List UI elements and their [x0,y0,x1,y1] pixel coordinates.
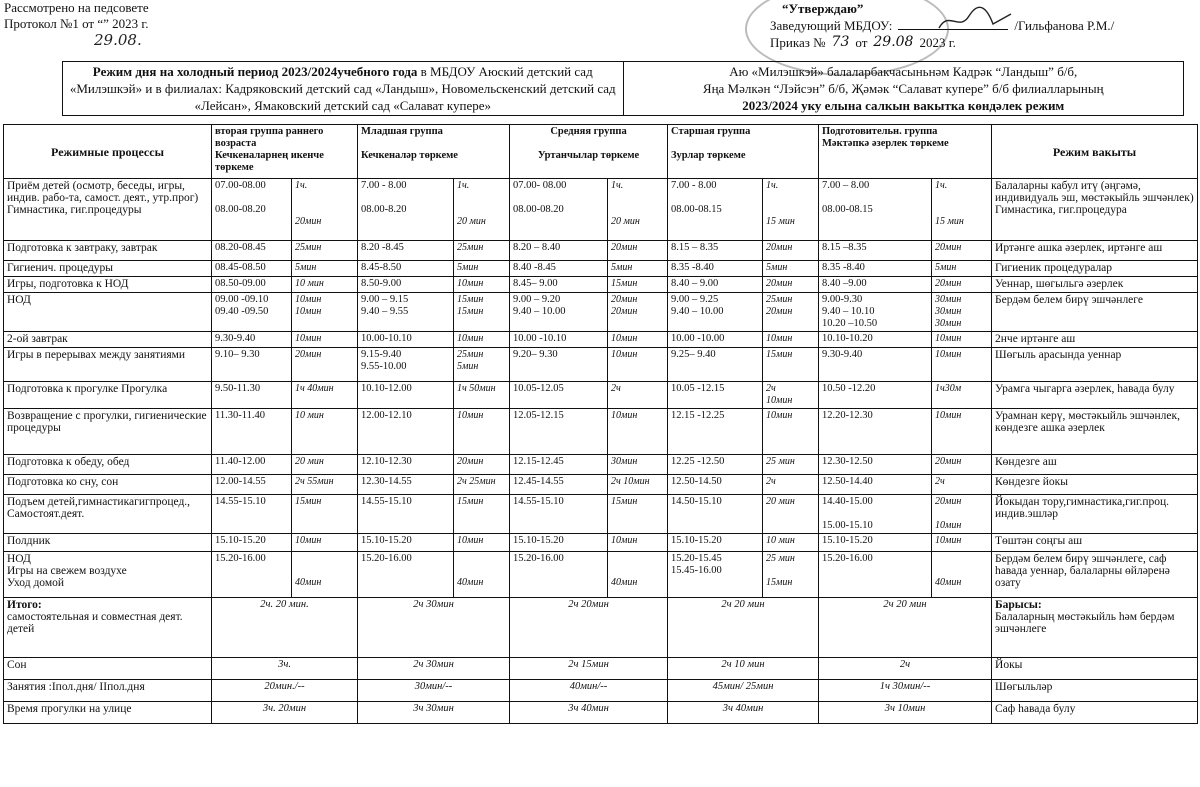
duration-group1: 1ч 40мин [292,382,358,409]
time-range-group4: 14.50-15.10 [668,495,763,534]
head-name: /Гильфанова Р.М./ [1014,18,1115,33]
duration-group5: 20мин [932,241,992,261]
time-range-group3: 8.45– 9.00 [510,277,608,293]
approval-block-right [770,0,1200,51]
schedule-row [4,261,1198,277]
duration-group4: 20 мин [763,495,819,534]
time-range-group2: 15.10-15.20 [358,534,454,552]
tatar-description: Көндезге аш [992,455,1198,475]
sleep-row [4,658,1198,680]
tatar-description: Шөгыль арасында уеннар [992,348,1198,382]
classes-g3: 40мин/-- [510,680,668,702]
schedule-table [3,124,1198,724]
time-range-group4: 8.40 – 9.00 [668,277,763,293]
time-range-group2: 9.15-9.40 9.55-10.00 [358,348,454,382]
sleep-tatar: Йокы [992,658,1198,680]
duration-group1: 10мин [292,534,358,552]
tatar-description: Балаларны кабул итү (әңгәмә, индивидуаль эш, мөстәкыйль эшчәнлек) Гимнастика, гиг.процедура [992,179,1198,241]
duration-group4: 10 мин [763,534,819,552]
time-range-group5: 10.50 -12.20 [819,382,932,409]
time-range-group2: 8.50-9.00 [358,277,454,293]
duration-group1: 20 мин [292,455,358,475]
time-range-group5: 12.50-14.40 [819,475,932,495]
duration-group5: 10мин [932,348,992,382]
time-range-group2: 9.00 – 9.15 9.40 – 9.55 [358,293,454,332]
duration-group1: 10 мин [292,277,358,293]
time-range-group3: 12.15-12.45 [510,455,608,475]
time-range-group2: 12.00-12.10 [358,409,454,455]
duration-group1: 10мин [292,332,358,348]
time-range-group1: 12.00-14.55 [212,475,292,495]
classes-label: Занятия :Iпол.дня/ IIпол.дня [4,680,212,702]
tatar-description: Уеннар, шөгыльгә әзерлек [992,277,1198,293]
duration-group1: 25мин [292,241,358,261]
time-range-group4: 12.50-14.50 [668,475,763,495]
process-name: НОД [4,293,212,332]
walk-g2: 3ч 30мин [358,702,510,724]
time-range-group3: 12.05-12.15 [510,409,608,455]
duration-group3: 15мин [608,277,668,293]
title-tatar-bold: 2023/2024 уку елына салкын вакытка көндәлек режим [742,98,1065,113]
schedule-row [4,382,1198,409]
process-name: Подъем детей,гимнастикагигпроцед., Самостоят.деят. [4,495,212,534]
time-range-group2: 12.30-14.55 [358,475,454,495]
duration-group5: 10мин [932,409,992,455]
duration-group3: 20мин [608,241,668,261]
time-range-group1: 08.50-09.00 [212,277,292,293]
sleep-g3: 2ч 15мин [510,658,668,680]
duration-group2: 20мин [454,455,510,475]
header-row [4,125,1198,179]
duration-group5: 1ч. 15 мин [932,179,992,241]
col-header-group5: Подготовительн. группа Мәктәпкә әзерлек төркеме [819,125,992,179]
duration-group2: 25мин [454,241,510,261]
schedule-row [4,534,1198,552]
duration-group5: 5мин [932,261,992,277]
duration-group3: 10мин [608,534,668,552]
title-tatar-line1: Аю «Милэшкэй» балаларбакчасыньнәм Кадрәк “Ландыш” б/б, [729,64,1078,79]
duration-group4: 2ч [763,475,819,495]
tatar-description: Гигиеник процедуралар [992,261,1198,277]
duration-group1: 2ч 55мин [292,475,358,495]
duration-group3: 2ч 10мин [608,475,668,495]
totals-row [4,598,1198,658]
time-range-group5: 9.30-9.40 [819,348,932,382]
time-range-group1: 15.10-15.20 [212,534,292,552]
duration-group4: 25 мин 15мин [763,552,819,598]
time-range-group4: 15.10-15.20 [668,534,763,552]
tatar-description: Иртәнге ашка әзерлек, иртәнге аш [992,241,1198,261]
time-range-group1: 9.50-11.30 [212,382,292,409]
classes-g5: 1ч 30мин/-- [819,680,992,702]
totals-tatar-title: Барысы: [995,599,1042,611]
duration-group5: 20мин [932,277,992,293]
tatar-description: 2нче иртәнге аш [992,332,1198,348]
duration-group4: 5мин [763,261,819,277]
duration-group1: 10 мин [292,409,358,455]
approval-note-left [4,0,149,48]
tatar-description: Йокыдан тору,гимнастика,гиг.проц. индив.эшләр [992,495,1198,534]
time-range-group2: 15.20-16.00 [358,552,454,598]
title-box [62,61,1184,116]
schedule-row [4,332,1198,348]
classes-g4: 45мин/ 25мин [668,680,819,702]
time-range-group2: 8.20 -8.45 [358,241,454,261]
time-range-group4: 10.05 -12.15 [668,382,763,409]
totals-title: Итого: [7,599,42,611]
duration-group5: 30мин 30мин 30мин [932,293,992,332]
duration-group4: 20мин [763,241,819,261]
time-range-group2: 10.10-12.00 [358,382,454,409]
classes-g1: 20мин./-- [212,680,358,702]
process-name: Подготовка к прогулке Прогулка [4,382,212,409]
title-tatar-line2: Яңа Мәлкән “Лэйсэн” б/б, Җәмәк “Салават купере” б/б филиалларының [702,81,1104,96]
duration-group4: 20мин [763,277,819,293]
schedule-body [4,179,1198,598]
duration-group1: 15мин [292,495,358,534]
sleep-g2: 2ч 30мин [358,658,510,680]
time-range-group5: 15.10-15.20 [819,534,932,552]
process-name: Подготовка ко сну, сон [4,475,212,495]
time-range-group2: 7.00 - 8.00 08.00-8.20 [358,179,454,241]
walk-g1: 3ч. 20мин [212,702,358,724]
schedule-row [4,409,1198,455]
time-range-group2: 14.55-15.10 [358,495,454,534]
classes-g2: 30мин/-- [358,680,510,702]
time-range-group1: 11.30-11.40 [212,409,292,455]
duration-group4: 25мин 20мин [763,293,819,332]
order-date: 29.08 [873,34,914,50]
tatar-description: Бердәм белем бирү эшчәнлеге, саф һавада уеннар, балаларны өйләренә озату [992,552,1198,598]
duration-group2: 10мин [454,534,510,552]
title-russian-rest: в МБДОУ Аюский детский сад «Милэшкэй» и в филиалах: Кадряковский детский сад «Ландыш», Новомельскенский детский сад «Лейсан», Ямаковский детский сад «Салават купере» [69,64,616,113]
duration-group1: 5мин [292,261,358,277]
time-range-group4: 8.35 -8.40 [668,261,763,277]
title-tatar [623,62,1184,115]
col-header-group1: вторая группа раннего возраста Кечкеналарнең икенче төркеме [212,125,358,179]
duration-group3: 2ч [608,382,668,409]
walk-row [4,702,1198,724]
time-range-group3: 8.20 – 8.40 [510,241,608,261]
tatar-description: Урамга чыгарга әзерлек, һавада булу [992,382,1198,409]
schedule-row [4,241,1198,261]
duration-group3: 5мин [608,261,668,277]
time-range-group3: 12.45-14.55 [510,475,608,495]
sleep-g4: 2ч 10 мин [668,658,819,680]
duration-group2: 10мин [454,277,510,293]
time-range-group1: 07.00-08.00 08.00-08.20 [212,179,292,241]
time-range-group5: 7.00 – 8.00 08.00-08.15 [819,179,932,241]
duration-group4: 10мин [763,409,819,455]
time-range-group4: 9.00 – 9.25 9.40 – 10.00 [668,293,763,332]
duration-group5: 10мин [932,534,992,552]
title-russian [63,62,623,115]
time-range-group1: 09.00 -09.10 09.40 -09.50 [212,293,292,332]
duration-group4: 15мин [763,348,819,382]
tatar-description: Төштән соңгы аш [992,534,1198,552]
process-name: Игры, подготовка к НОД [4,277,212,293]
process-name: Возвращение с прогулки, гигиенические процедуры [4,409,212,455]
duration-group5: 10мин [932,332,992,348]
time-range-group3: 9.00 – 9.20 9.40 – 10.00 [510,293,608,332]
time-range-group1: 08.20-08.45 [212,241,292,261]
totals-g1: 2ч. 20 мин. [212,598,358,658]
time-range-group3: 8.40 -8.45 [510,261,608,277]
duration-group3: 10мин [608,409,668,455]
duration-group4: 10мин [763,332,819,348]
time-range-group1: 15.20-16.00 [212,552,292,598]
time-range-group3: 15.10-15.20 [510,534,608,552]
time-range-group1: 11.40-12.00 [212,455,292,475]
process-name: Подготовка к завтраку, завтрак [4,241,212,261]
order-year: 2023 г. [919,35,956,50]
col-header-group3: Средняя группа Уртанчылар төркеме [510,125,668,179]
time-range-group3: 15.20-16.00 [510,552,608,598]
totals-subtitle: самостоятельная и совместная деят. детей [7,611,183,635]
time-range-group4: 7.00 - 8.00 08.00-08.15 [668,179,763,241]
duration-group2: 1ч. 20 мин [454,179,510,241]
schedule-row [4,293,1198,332]
order-from: от [855,35,868,50]
duration-group2: 1ч 50мин [454,382,510,409]
duration-group4: 1ч. 15 мин [763,179,819,241]
time-range-group5: 8.40 –9.00 [819,277,932,293]
time-range-group5: 14.40-15.00 15.00-15.10 [819,495,932,534]
time-range-group1: 08.45-08.50 [212,261,292,277]
time-range-group2: 10.00-10.10 [358,332,454,348]
council-review-line: Рассмотрено на педсовете [4,0,149,15]
duration-group2: 2ч 25мин [454,475,510,495]
tatar-description: Көндезге йокы [992,475,1198,495]
schedule-row [4,455,1198,475]
duration-group4: 25 мин [763,455,819,475]
time-range-group1: 14.55-15.10 [212,495,292,534]
tatar-description: Бердәм белем бирү эшчәнлеге [992,293,1198,332]
duration-group3: 20мин 20мин [608,293,668,332]
duration-group1: 10мин 10мин [292,293,358,332]
duration-group2: 15мин [454,495,510,534]
time-range-group5: 8.35 -8.40 [819,261,932,277]
totals-g2: 2ч 30мин [358,598,510,658]
duration-group2: 10мин [454,409,510,455]
classes-row [4,680,1198,702]
duration-group1: 20мин [292,348,358,382]
duration-group1: 40мин [292,552,358,598]
handwritten-date: 29.08. [94,31,142,49]
signature-blank [898,17,1008,30]
duration-group4: 2ч 10мин [763,382,819,409]
time-range-group4: 15.20-15.45 15.45-16.00 [668,552,763,598]
col-header-group4: Старшая группа Зурлар төркеме [668,125,819,179]
walk-label: Время прогулки на улице [4,702,212,724]
time-range-group5: 12.20-12.30 [819,409,932,455]
time-range-group4: 12.15 -12.25 [668,409,763,455]
order-line [770,34,1200,51]
duration-group3: 30мин [608,455,668,475]
totals-g4: 2ч 20 мин [668,598,819,658]
time-range-group5: 15.20-16.00 [819,552,932,598]
time-range-group4: 9.25– 9.40 [668,348,763,382]
schedule-row [4,348,1198,382]
duration-group3: 40мин [608,552,668,598]
duration-group5: 2ч [932,475,992,495]
totals-tatar-text: Балаларның мөстәкыйль һәм бердәм эшчәнлеге [995,611,1175,635]
duration-group3: 10мин [608,332,668,348]
time-range-group3: 9.20– 9.30 [510,348,608,382]
approved-label: “Утверждаю” [782,1,864,16]
schedule-row [4,495,1198,534]
totals-tatar [992,598,1198,658]
walk-g5: 3ч 10мин [819,702,992,724]
process-name: Полдник [4,534,212,552]
order-label: Приказ № [770,35,826,50]
time-range-group1: 9.10– 9.30 [212,348,292,382]
duration-group2: 5мин [454,261,510,277]
tatar-description: Урамнан керү, мөстәкыйль эшчәнлек, көндезге ашка әзерлек [992,409,1198,455]
walk-g4: 3ч 40мин [668,702,819,724]
time-range-group3: 10.00 -10.10 [510,332,608,348]
classes-tatar: Шөгыльләр [992,680,1198,702]
sleep-g5: 2ч [819,658,992,680]
time-range-group3: 07.00- 08.00 08.00-08.20 [510,179,608,241]
time-range-group2: 8.45-8.50 [358,261,454,277]
time-range-group3: 10.05-12.05 [510,382,608,409]
duration-group1: 1ч. 20мин [292,179,358,241]
process-name: Подготовка к обеду, обед [4,455,212,475]
duration-group2: 10мин [454,332,510,348]
sleep-label: Сон [4,658,212,680]
order-number: 73 [831,34,850,50]
sleep-g1: 3ч. [212,658,358,680]
time-range-group5: 12.30-12.50 [819,455,932,475]
schedule-row [4,475,1198,495]
process-name: Игры в перерывах между занятиями [4,348,212,382]
duration-group5: 40мин [932,552,992,598]
duration-group3: 1ч. 20 мин [608,179,668,241]
process-name: 2-ой завтрак [4,332,212,348]
time-range-group3: 14.55-15.10 [510,495,608,534]
process-name: Приём детей (осмотр, беседы, игры, индив. рабо-та, самост. деят., утр.прог) Гимнастика, гиг.процедуры [4,179,212,241]
time-range-group5: 10.10-10.20 [819,332,932,348]
col-header-processes: Режимные процессы [4,125,212,179]
totals-g5: 2ч 20 мин [819,598,992,658]
schedule-row [4,277,1198,293]
duration-group5: 20мин 10мин [932,495,992,534]
duration-group2: 40мин [454,552,510,598]
totals-label [4,598,212,658]
head-label: Заведующий МБДОУ: [770,18,893,33]
time-range-group1: 9.30-9.40 [212,332,292,348]
process-name: Гигиенич. процедуры [4,261,212,277]
head-line [770,17,1200,34]
duration-group2: 15мин 15мин [454,293,510,332]
time-range-group4: 8.15 – 8.35 [668,241,763,261]
time-range-group4: 10.00 -10.00 [668,332,763,348]
duration-group5: 1ч30м [932,382,992,409]
schedule-row [4,179,1198,241]
schedule-row [4,552,1198,598]
totals-g3: 2ч 20мин [510,598,668,658]
process-name: НОД Игры на свежем воздухе Уход домой [4,552,212,598]
col-header-group2: Младшая группа Кечкеналәр төркеме [358,125,510,179]
totals-body [4,598,1198,724]
protocol-line: Протокол №1 от “” 2023 г. [4,16,149,31]
time-range-group2: 12.10-12.30 [358,455,454,475]
time-range-group5: 9.00-9.30 9.40 – 10.10 10.20 –10.50 [819,293,932,332]
title-russian-bold: Режим дня на холодный период 2023/2024учебного года [92,64,418,79]
duration-group3: 10мин [608,348,668,382]
duration-group5: 20мин [932,455,992,475]
walk-tatar: Саф һавада булу [992,702,1198,724]
walk-g3: 3ч 40мин [510,702,668,724]
time-range-group5: 8.15 –8.35 [819,241,932,261]
time-range-group4: 12.25 -12.50 [668,455,763,475]
duration-group3: 15мин [608,495,668,534]
col-header-tatar: Режим вакыты [992,125,1198,179]
duration-group2: 25мин 5мин [454,348,510,382]
